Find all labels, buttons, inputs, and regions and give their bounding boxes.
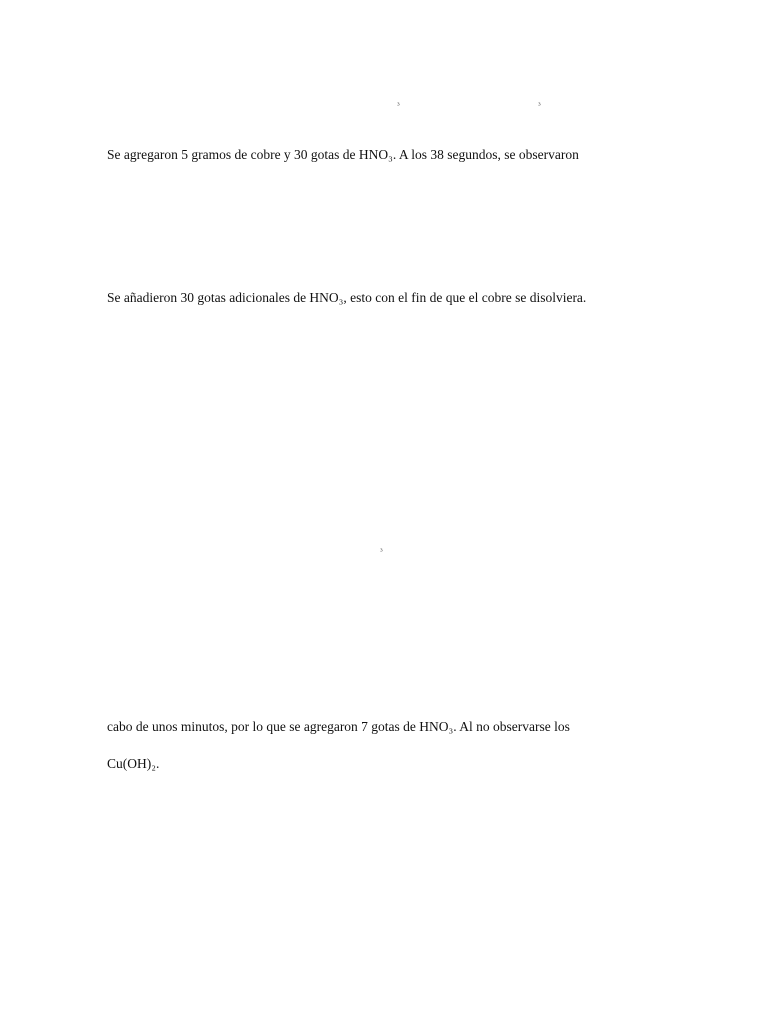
text-line: cabo de unos minutos, por lo que se agregaron 7 gotas de HNO₃. Al no observarse los [107, 719, 570, 734]
text-line: Cu(OH)₂. [107, 756, 160, 771]
text-line: Se agregaron 5 gramos de cobre y 30 gotas de HNO₃. A los 38 segundos, se observaron [107, 147, 579, 162]
subscript-mark: ₃ [538, 97, 541, 106]
text-line: Se añadieron 30 gotas adicionales de HNO₃, esto con el fin de que el cobre se disolviera. [107, 290, 587, 305]
subscript-mark: ₃ [380, 543, 383, 552]
subscript-mark: ₃ [397, 97, 400, 106]
